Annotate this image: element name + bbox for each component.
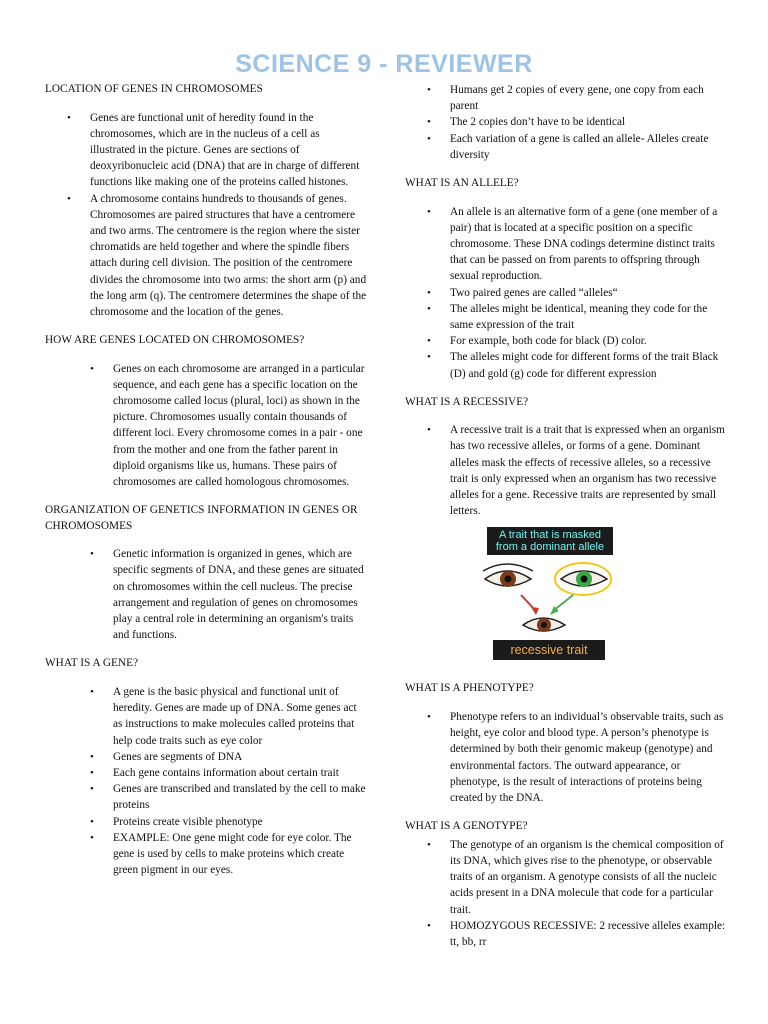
list-item: • Genes are segments of DNA [113, 749, 367, 765]
list-item: • Genes are functional unit of heredity found in the chromosomes, which are in the nucleus of a cell as illustrated in the picture. Genes are sections of deoxyribonucleic acid (DNA) that are in charge of different functions like making one of the proteins called histones. [90, 110, 367, 191]
list-item: • The genotype of an organism is the chemical composition of its DNA, which gives rise to the phenotype, or observable traits of an organism. A genotype consists of all the nucleic acids present in a DNA molecule that code for a particular trait. [450, 837, 727, 918]
list-item: • Two paired genes are called “alleles“ [450, 285, 727, 301]
section-what-is-a-phenotype [405, 681, 727, 806]
bullet-list [405, 204, 727, 382]
section-heading: WHAT IS A GENE? [45, 657, 138, 670]
bullet-list [405, 837, 727, 950]
section-alleles-intro [405, 82, 727, 163]
figure-top-label [487, 527, 613, 555]
list-item: • Proteins create visible phenotype [113, 814, 367, 830]
list-item: • Each gene contains information about certain trait [113, 765, 367, 781]
green-eye-icon [555, 563, 611, 595]
list-item: • Phenotype refers to an individual’s observable traits, such as height, eye color and blood type. A person’s phenotype is determined by both their genomic makeup (genotype) and environmental factors. The outward appearance, or phenotype, is the result of interactions of proteins being created by the DNA. [450, 709, 727, 806]
section-how-genes-located [45, 333, 367, 490]
arrow-icon [521, 595, 573, 615]
list-item: • EXAMPLE: One gene might code for eye color. The gene is used by cells to make proteins which create green pigment in our eyes. [113, 830, 367, 879]
list-item: • An allele is an alternative form of a gene (one member of a pair) that is located at a specific position on a specific chromosome. These DNA codings determine distinct traits that can be passed on from parents to offspring through sexual reproduction. [450, 204, 727, 285]
section-what-is-a-genotype [405, 819, 727, 950]
list-item: • Genetic information is organized in genes, which are specific segments of DNA, and these genes are situated on chromosomes within the cell nucleus. The precise arrangement and regulation of genes on chromosomes play a central role in determining an organism's traits and functions. [113, 546, 367, 643]
bullet-list [405, 709, 727, 806]
list-item: • A chromosome contains hundreds to thousands of genes. Chromosomes are paired structures that have a centromere and two arms. The centromere is the region where the sister chromatids are held together and where the spindle fibers attach during cell division. The position of the centromere divides the chromosome into two arms: the short arm (p) and the long arm (q). The centromere determines the shape of the chromosome and the location of the genes. [90, 191, 367, 321]
section-heading: LOCATION OF GENES IN CHROMOSOMES [45, 83, 263, 95]
list-item: • A recessive trait is a trait that is expressed when an organism has two recessive alleles, or forms of a gene. Dominant alleles mask the effects of recessive alleles, so a recessive trait is only expressed when an organism has two recessive alleles for a gene. Recessive traits are represented by small letters. [450, 422, 727, 519]
bullet-list [45, 546, 367, 643]
list-item: • A gene is the basic physical and functional unit of heredity. Genes are made up of DNA. Some genes act as instructions to make molecules called proteins that help code traits such as eye color [113, 684, 367, 749]
recessive-trait-figure [487, 527, 627, 667]
section-what-is-an-allele [405, 176, 727, 382]
section-heading: WHAT IS A GENOTYPE? [405, 820, 528, 833]
bullet-list [45, 361, 367, 491]
section-what-is-a-recessive [405, 395, 727, 520]
list-item: • HOMOZYGOUS RECESSIVE: 2 recessive alleles example: tt, bb, rr [450, 918, 727, 950]
bullet-list [405, 422, 727, 519]
bullet-list [45, 684, 367, 878]
brown-eye-icon [483, 564, 533, 587]
section-heading: HOW ARE GENES LOCATED ON CHROMOSOMES? [45, 334, 305, 347]
list-item: • The 2 copies don’t have to be identical [450, 114, 727, 130]
figure-bottom-label: recessive trait [493, 640, 605, 660]
list-item: • For example, both code for black (D) color. [450, 333, 727, 349]
section-heading: WHAT IS AN ALLELE? [405, 177, 519, 190]
bullet-list [45, 110, 367, 321]
offspring-eye-icon [523, 618, 565, 632]
section-heading: WHAT IS A RECESSIVE? [405, 395, 529, 408]
bullet-list [405, 82, 727, 163]
list-item: • The alleles might be identical, meaning they code for the same expression of the trait [450, 301, 727, 333]
section-organization-of-genetics [45, 503, 367, 643]
list-item: • Humans get 2 copies of every gene, one copy from each parent [450, 82, 727, 114]
figure-top-label-line: A trait that is masked [498, 529, 602, 542]
left-column [45, 82, 367, 891]
section-heading: WHAT IS A PHENOTYPE? [405, 682, 534, 695]
list-item: • Genes are transcribed and translated by the cell to make proteins [113, 781, 367, 813]
section-heading: ORGANIZATION OF GENETICS INFORMATION IN GENES OR CHROMOSOMES [45, 504, 358, 532]
eyes-illustration [481, 559, 621, 639]
figure-top-label-line: from a dominant allele [495, 541, 605, 554]
section-what-is-a-gene [45, 656, 367, 878]
list-item: • Each variation of a gene is called an allele- Alleles create diversity [450, 131, 727, 163]
page-title: SCIENCE 9 - REVIEWER [235, 50, 533, 78]
list-item: • Genes on each chromosome are arranged in a particular sequence, and each gene has a specific location on the chromosome called locus (plural, loci) as shown in the picture. Chromosomes usually contain thousands of different loci. Every chromosome comes in a pair - one from the mother and one from the father parent in diploid organisms like us, humans. These pairs of chromosomes are called homologous chromosomes. [113, 361, 367, 491]
section-location-of-genes [45, 82, 367, 320]
list-item: • The alleles might code for different forms of the trait Black (D) and gold (g) code for different expression [450, 349, 727, 381]
right-column [405, 82, 727, 963]
